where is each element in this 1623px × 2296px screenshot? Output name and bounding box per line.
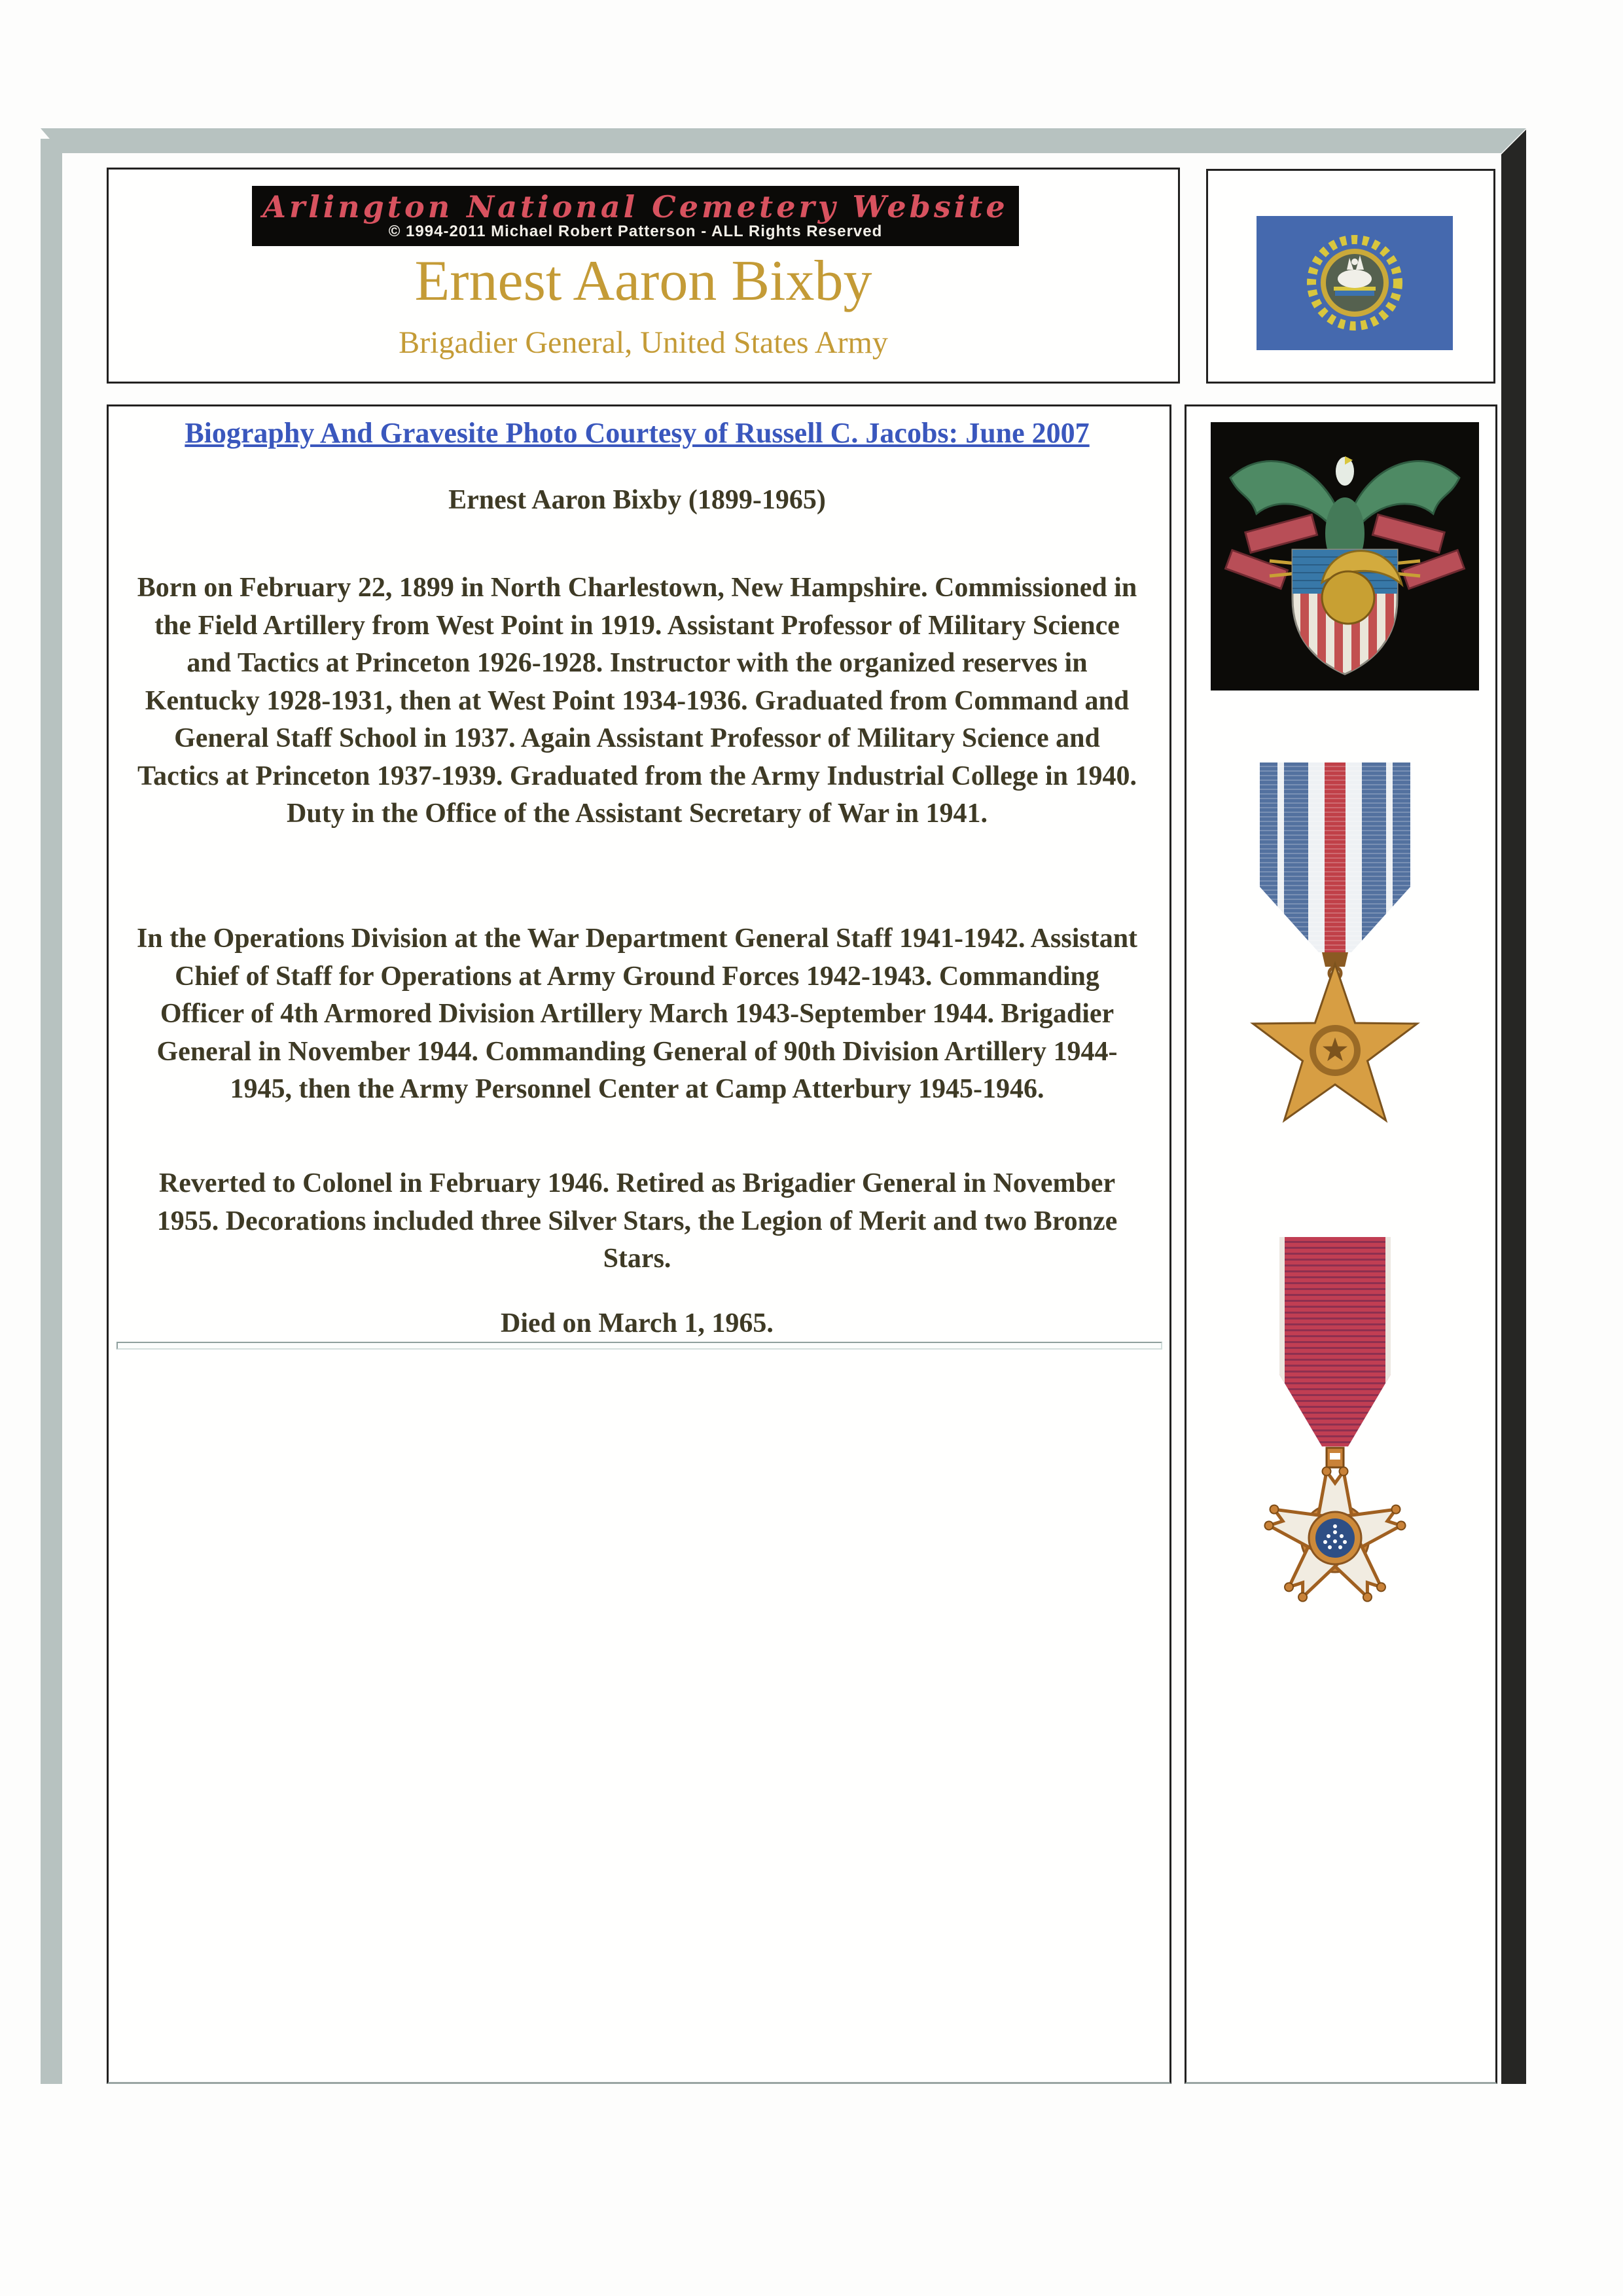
site-banner-title: Arlington National Cemetery Website xyxy=(262,189,1008,224)
biography-heading: Ernest Aaron Bixby (1899-1965) xyxy=(448,485,826,515)
silver-star-ribbon xyxy=(1260,762,1410,952)
legion-of-merit-ribbon xyxy=(1279,1237,1391,1446)
athena-helmet xyxy=(1322,571,1374,624)
credit-line xyxy=(120,416,1154,450)
biography-paragraph-3: Reverted to Colonel in February 1946. Retired as Brigadier General in November 1955. Decorations included three Silver Stars, the Legion of Merit and two Bronze Stars. xyxy=(156,1168,1118,1274)
horizontal-divider xyxy=(116,1342,1162,1350)
biography-paragraph-2: In the Operations Division at the War Department General Staff 1941-1942. Assistant Chief of Staff for Operations at Army Ground Forces 1942-1943. Commanding Officer of 4th Armored Division Artillery March 1943-September 1944. Brigadier General in November 1944. Commanding General of 90th Division Artillery 1944-1945, then the Army Personnel Center at Camp Atterbury 1945-1946. xyxy=(136,924,1138,1104)
legion-of-merit-medal-image xyxy=(1247,1237,1423,1640)
site-banner-copyright: © 1994-2011 Michael Robert Patterson - ALL Rights Reserved xyxy=(388,223,883,240)
page-edge-shadow xyxy=(1501,130,1526,2084)
page-frame-top-band xyxy=(41,128,1526,153)
new-hampshire-flag-image xyxy=(1257,216,1453,353)
page-subtitle: Brigadier General, United States Army xyxy=(399,325,888,360)
biography-credit-link[interactable]: Biography And Gravesite Photo Courtesy of Russell C. Jacobs: June 2007 xyxy=(185,417,1090,449)
page-frame-left-band xyxy=(41,139,62,2084)
death-date-line: Died on March 1, 1965. xyxy=(501,1308,774,1338)
biography-paragraph-1: Born on February 22, 1899 in North Charlestown, New Hampshire. Commissioned in the Field Artillery from West Point in 1919. Assistant Professor of Military Science and Tactics at Princeton 1926-1928. Instructor with the organized reserves in Kentucky 1928-1931, then at West Point 1934-1936. Graduated from Command and General Staff School in 1937. Again Assistant Professor of Military Science and Tactics at Princeton 1937-1939. Graduated from the Army Industrial College in 1940. Duty in the Office of the Assistant Secretary of War in 1941. xyxy=(137,573,1137,829)
nh-state-seal xyxy=(1311,240,1398,326)
site-banner xyxy=(252,186,1019,246)
page-title: Ernest Aaron Bixby xyxy=(414,249,872,313)
legion-of-merit-cross xyxy=(1262,1467,1408,1606)
west-point-crest-image xyxy=(1211,422,1479,694)
silver-star-medal-image xyxy=(1240,762,1430,1152)
